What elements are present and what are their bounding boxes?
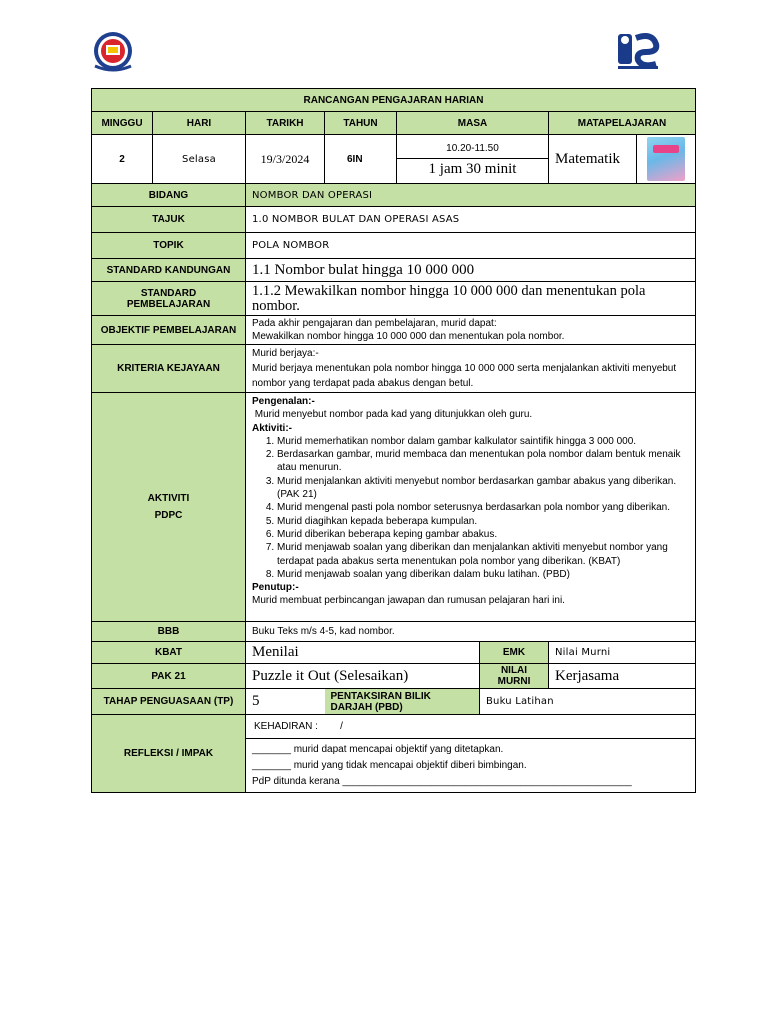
standard-kandungan-value: 1.1 Nombor bulat hingga 10 000 000 [246,259,696,282]
objektif-line-1: Pada akhir pengajaran dan pembelajaran, murid dapat: [252,318,497,329]
textbook-cover-icon [647,137,685,181]
masa-duration: 1 jam 30 minit [428,160,517,177]
standard-pembelajaran-value: 1.1.2 Mewakilkan nombor hingga 10 000 000 dan menentukan pola nombor. [246,282,696,316]
standard-kandungan-label: STANDARD KANDUNGAN [92,259,246,282]
refleksi-content [246,739,696,793]
list-item: 8. Murid menjawab soalan yang diberikan dalam buku latihan. (PBD) [277,568,689,581]
bidang-label: BIDANG [92,184,246,207]
emk-label: EMK [480,642,549,664]
bidang-value: NOMBOR DAN OPERASI [246,184,696,207]
pbd-value: Buku Latihan [480,689,696,715]
textbook-cover [637,135,696,184]
pak21-label: PAK 21 [92,664,246,689]
tarikh-value: 19/3/2024 [246,135,325,184]
pbd-label: PENTAKSIRAN BILIK DARJAH (PBD) [325,689,480,715]
matapelajaran-value: Matematik [549,135,637,184]
col-matapelajaran: MATAPELAJARAN [549,112,696,135]
penutup-heading: Penutup:- [252,582,299,594]
tahap-value: 5 [246,689,325,715]
masa-time: 10.20-11.50 [397,140,548,159]
aktiviti-list [252,435,689,581]
school-crest-icon [89,30,137,72]
tajuk-value: 1.0 NOMBOR BULAT DAN OPERASI ASAS [246,207,696,233]
col-tarikh: TARIKH [246,112,325,135]
list-item: 7. Murid menjawab soalan yang diberikan dan menjalankan aktiviti menyebut nombor yang terdapat pada abakus serta menentukan pola nombor yang diberikan. (KBAT) [277,541,689,568]
refleksi-label: REFLEKSI / IMPAK [92,715,246,793]
ministry-logo-icon [616,30,660,72]
list-item: 3. Murid menjalankan aktiviti menyebut nombor berdasarkan gambar abakus yang diberikan. (PAK 21) [277,475,689,502]
refleksi-line-1: _______ murid dapat mencapai objektif yang ditetapkan. [252,743,504,755]
table-title: RANCANGAN PENGAJARAN HARIAN [92,89,696,112]
kriteria-line-1: Murid berjaya:- [252,348,319,359]
emk-value: Nilai Murni [549,642,696,664]
aktiviti-heading: Aktiviti:- [252,422,292,434]
objektif-line-2: Mewakilkan nombor hingga 10 000 000 dan menentukan pola nombor. [252,331,565,342]
list-item: 5. Murid diagihkan kepada beberapa kumpulan. [277,515,689,528]
pengenalan-heading: Pengenalan:- [252,396,315,407]
topik-value: POLA NOMBOR [246,233,696,259]
minggu-value: 2 [92,135,153,184]
aktiviti-label [92,393,246,622]
kriteria-label: KRITERIA KEJAYAAN [92,345,246,393]
kriteria-line-2: Murid berjaya menentukan pola nombor hingga 10 000 000 serta menjalankan aktiviti menyebut nombor yang terdapat pada abakus dengan betul. [252,363,677,389]
kbat-value: Menilai [246,642,480,664]
lesson-plan-table [91,88,696,793]
col-minggu: MINGGU [92,112,153,135]
col-hari: HARI [153,112,246,135]
col-masa: MASA [397,112,549,135]
kriteria-value [246,345,696,393]
nilai-murni-value: Kerjasama [549,664,696,689]
aktiviti-content [246,393,696,622]
masa-cell [397,135,549,184]
tahun-value: 6IN [325,135,397,184]
nilai-murni-label: NILAI MURNI [480,664,549,689]
list-item: 6. Murid diberikan beberapa keping gambar abakus. [277,528,689,541]
objektif-label: OBJEKTIF PEMBELAJARAN [92,316,246,345]
objektif-value [246,316,696,345]
bbb-value: Buku Teks m/s 4-5, kad nombor. [246,622,696,642]
pengenalan-text: Murid menyebut nombor pada kad yang ditunjukkan oleh guru. [252,409,533,421]
col-tahun: TAHUN [325,112,397,135]
list-item: 4. Murid mengenal pasti pola nombor seterusnya berdasarkan pola nombor yang diberikan. [277,501,689,514]
refleksi-line-2: _______ murid yang tidak mencapai objektif diberi bimbingan. [252,759,527,771]
hari-value: Selasa [153,135,246,184]
tahap-label: TAHAP PENGUASAAN (TP) [92,689,246,715]
aktiviti-label-1: AKTIVITI [147,493,190,504]
bbb-label: BBB [92,622,246,642]
penutup-text: Murid membuat perbincangan jawapan dan rumusan pelajaran hari ini. [252,595,565,607]
list-item: 2. Berdasarkan gambar, murid membaca dan menentukan pola nombor dalam bentuk menaik atau menurun. [277,448,689,475]
refleksi-line-3: PdP ditunda kerana ____________________________________________________ [252,775,632,787]
kbat-label: KBAT [92,642,246,664]
tajuk-label: TAJUK [92,207,246,233]
pak21-value: Puzzle it Out (Selesaikan) [246,664,480,689]
aktiviti-label-2: PDPC [154,510,183,521]
topik-label: TOPIK [92,233,246,259]
standard-pembelajaran-label: STANDARD PEMBELAJARAN [92,282,246,316]
kehadiran: KEHADIRAN : / [246,715,696,739]
list-item: 1. Murid memerhatikan nombor dalam gambar kalkulator saintifik hingga 3 000 000. [277,435,689,448]
